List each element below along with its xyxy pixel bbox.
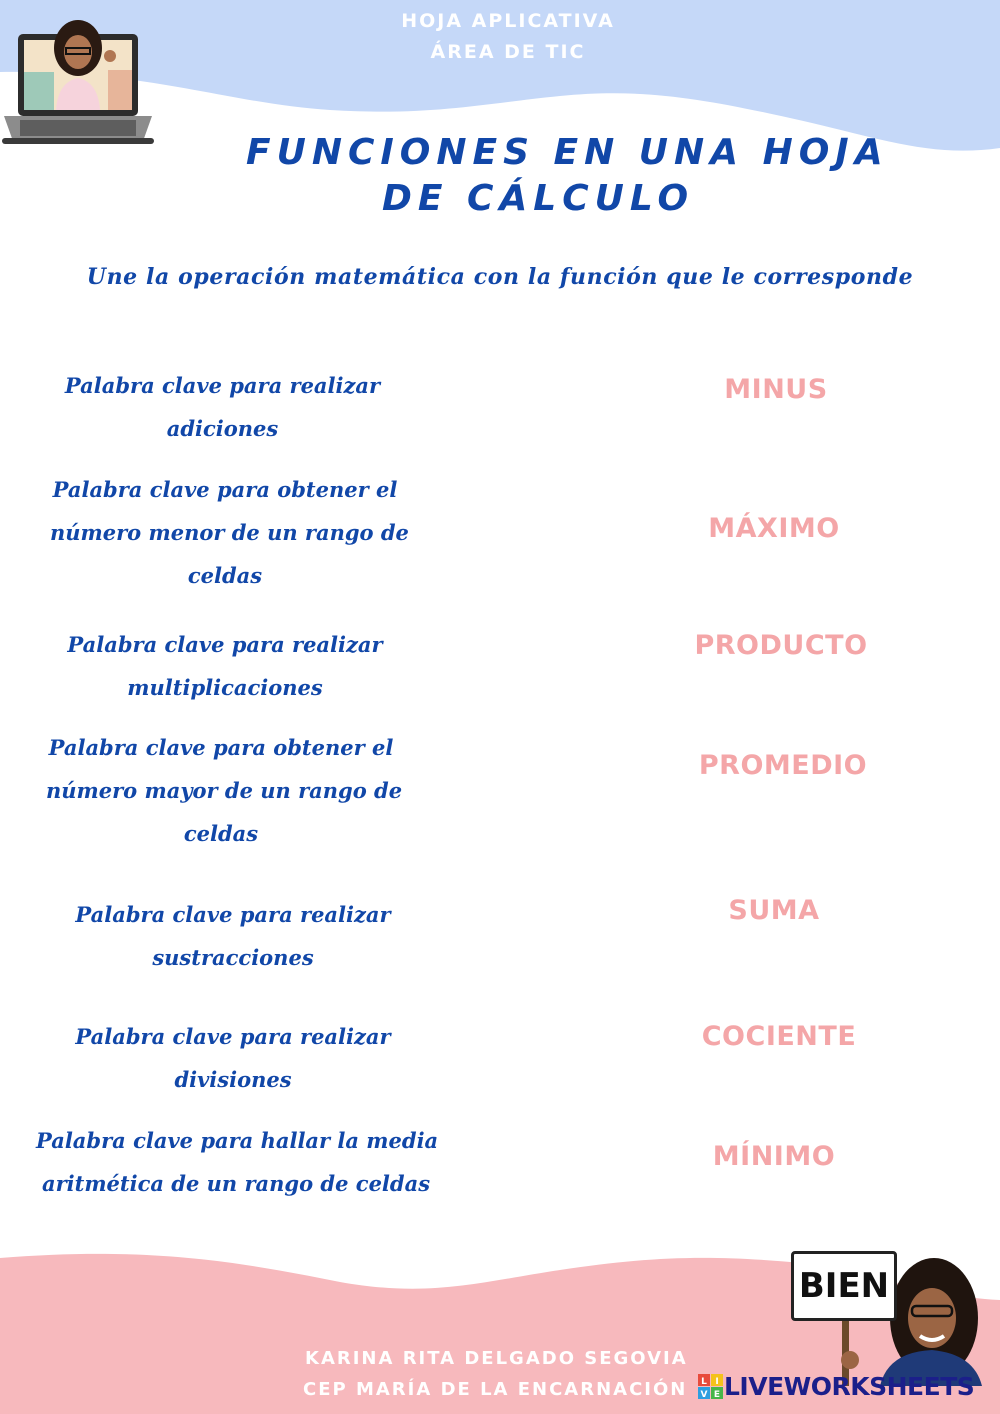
- liveworksheets-logo-icon: [698, 1374, 724, 1400]
- page-title-line-2: DE CÁLCULO: [382, 178, 695, 219]
- description-line: número menor de un rango de: [50, 520, 409, 545]
- description-line: divisiones: [174, 1067, 292, 1092]
- function-option-maximo[interactable]: MÁXIMO: [708, 513, 840, 544]
- header-subject-area: ÁREA DE TIC: [430, 41, 586, 63]
- function-option-producto[interactable]: PRODUCTO: [694, 630, 868, 661]
- description-item[interactable]: [50, 468, 409, 597]
- function-option-cociente[interactable]: COCIENTE: [701, 1021, 857, 1052]
- laptop-avatar-illustration: [2, 12, 154, 146]
- description-item[interactable]: [58, 1015, 408, 1101]
- function-option-minimo[interactable]: MÍNIMO: [712, 1141, 836, 1172]
- svg-text:E: E: [713, 1389, 721, 1400]
- description-line: Palabra clave para obtener el: [52, 477, 398, 502]
- page-title-line-1: FUNCIONES EN UNA HOJA: [246, 132, 889, 173]
- description-line: Palabra clave para obtener el: [48, 735, 394, 760]
- description-line: sustracciones: [152, 945, 314, 970]
- description-item[interactable]: [50, 364, 395, 450]
- liveworksheets-watermark: [698, 1372, 974, 1401]
- function-option-minus[interactable]: MINUS: [724, 374, 828, 405]
- description-line: multiplicaciones: [127, 675, 323, 700]
- description-line: adiciones: [166, 416, 279, 441]
- liveworksheets-wordmark: LIVEWORKSHEETS: [724, 1372, 975, 1401]
- svg-text:V: V: [700, 1389, 708, 1400]
- description-item[interactable]: [36, 1119, 439, 1205]
- description-item[interactable]: [46, 726, 403, 855]
- bien-sign: BIEN: [791, 1251, 897, 1321]
- function-option-suma[interactable]: SUMA: [728, 895, 820, 926]
- description-line: Palabra clave para realizar: [67, 632, 383, 657]
- svg-text:I: I: [715, 1376, 719, 1387]
- footer-school-name: CEP MARÍA DE LA ENCARNACIÓN: [303, 1379, 688, 1400]
- description-item[interactable]: [58, 893, 408, 979]
- description-line: Palabra clave para realizar: [75, 1024, 391, 1049]
- instruction-text: Une la operación matemática con la función que le corresponde: [86, 264, 914, 290]
- description-line: celdas: [183, 821, 259, 846]
- function-option-promedio[interactable]: PROMEDIO: [698, 750, 868, 781]
- footer-author-name: KARINA RITA DELGADO SEGOVIA: [305, 1348, 688, 1369]
- description-line: número mayor de un rango de: [46, 778, 403, 803]
- description-line: Palabra clave para hallar la media: [36, 1128, 439, 1153]
- description-line: Palabra clave para realizar: [64, 373, 381, 398]
- description-line: celdas: [187, 563, 263, 588]
- description-item[interactable]: [50, 623, 400, 709]
- description-line: Palabra clave para realizar: [75, 902, 391, 927]
- header-worksheet-type: HOJA APLICATIVA: [401, 10, 615, 32]
- description-line: aritmética de un rango de celdas: [41, 1171, 431, 1196]
- svg-text:L: L: [701, 1376, 707, 1387]
